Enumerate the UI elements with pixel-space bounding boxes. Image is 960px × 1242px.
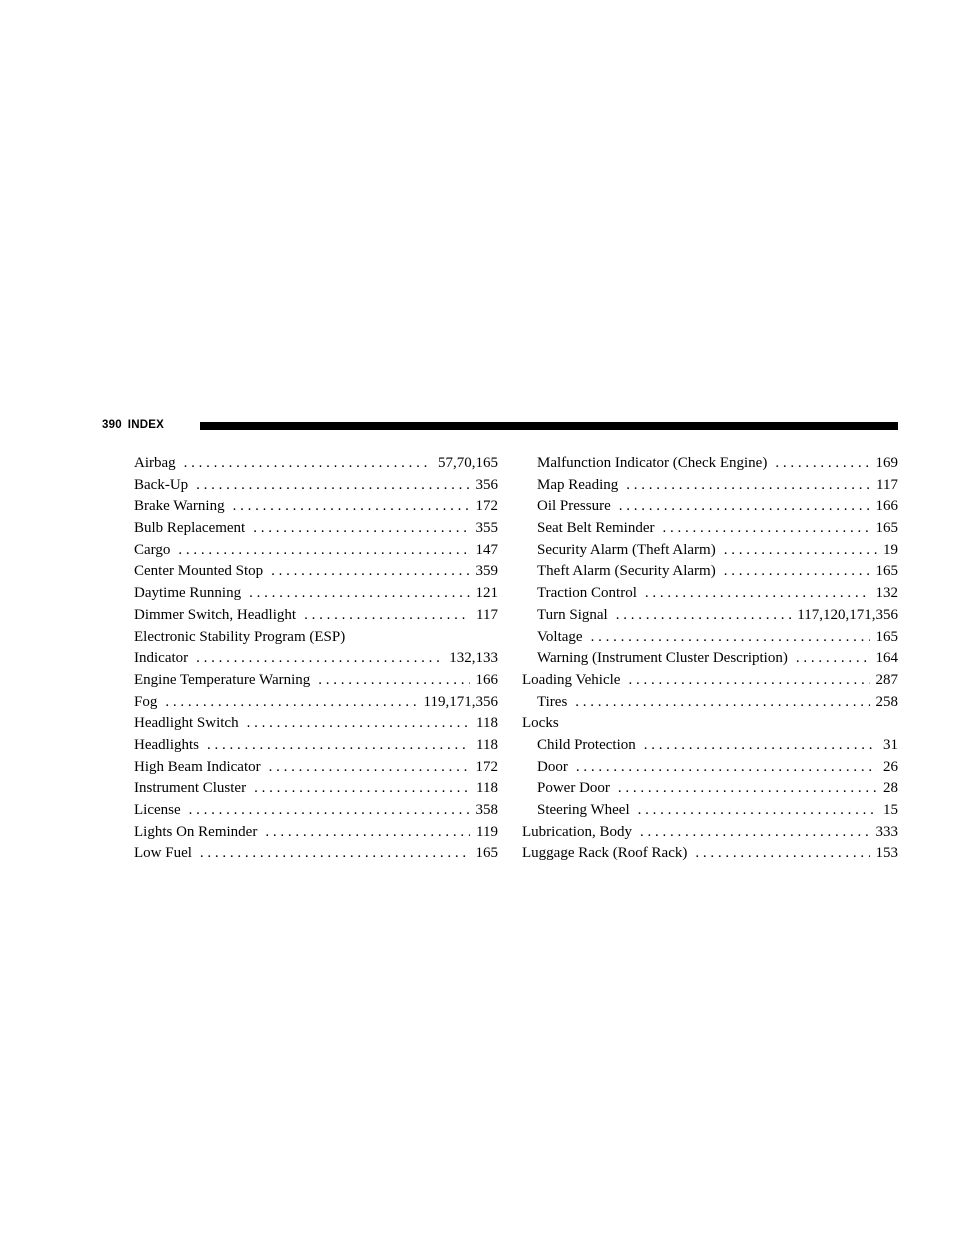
entry-label: Map Reading [537,476,619,493]
index-entry [134,757,498,779]
index-entry [134,843,498,865]
entry-page: 165 [475,845,498,862]
entry-label: Voltage [537,628,583,645]
dot-leader [775,453,869,475]
index-entry [134,713,498,735]
entry-label: Warning (Instrument Cluster Description) [537,650,788,667]
entry-page: 169 [875,455,898,471]
entry-label: Luggage Rack (Roof Rack) [522,845,688,862]
entry-page: 15 [883,802,898,818]
dot-leader [695,843,869,865]
entry-label: Center Mounted Stop [134,563,264,580]
entry-page: 31 [883,736,898,753]
index-entry [522,561,898,583]
dot-leader [265,822,470,844]
dot-leader [645,583,870,605]
dot-leader [626,475,870,497]
entry-page: 356 [475,476,498,493]
dot-leader [619,496,870,518]
entry-label: Power Door [537,780,610,797]
header-rule [200,422,898,430]
entry-label: Loading Vehicle [522,671,621,688]
dot-leader [575,692,869,714]
dot-leader [247,713,470,735]
index-entry [522,778,898,800]
index-entry [134,692,498,714]
entry-page: 132 [875,585,898,602]
index-entry [134,540,498,562]
entry-label: Cargo [134,541,171,558]
entry-label: Tires [537,693,568,710]
index-entry [522,692,898,714]
entry-label: Traction Control [537,585,637,602]
entry-page: 355 [475,520,498,537]
entry-page: 172 [475,758,498,775]
entry-page: 28 [883,780,898,797]
index-entry [522,735,898,757]
index-entry-heading: Locks [522,715,559,732]
index-entry [134,778,498,800]
entry-page: 117,120,171,356 [797,606,898,623]
page-number: 390 [102,419,122,431]
dot-leader [638,800,877,822]
entry-label: Door [537,758,568,775]
dot-leader [207,735,470,757]
entry-label: Headlight Switch [134,715,239,732]
dot-leader [724,540,877,562]
entry-page: 333 [875,823,898,840]
dot-leader [165,692,417,714]
dot-leader [233,496,470,518]
entry-page: 258 [875,693,898,710]
index-entry [134,453,498,475]
entry-label: Turn Signal [537,606,608,623]
dot-leader [200,843,470,865]
entry-label: Indicator [134,650,189,667]
entry-label: License [134,802,181,818]
entry-label: Engine Temperature Warning [134,671,311,688]
entry-page: 26 [883,758,898,775]
index-entry [522,605,898,627]
index-column-right [522,453,898,865]
index-entry [522,453,898,475]
index-entry [134,670,498,692]
entry-label: Child Protection [537,736,636,753]
entry-page: 166 [475,671,498,688]
entry-label: Security Alarm (Theft Alarm) [537,541,716,558]
entry-page: 359 [475,563,498,580]
dot-leader [796,648,870,670]
section-title: INDEX [127,419,164,431]
entry-label: Dimmer Switch, Headlight [134,606,297,623]
entry-label: Steering Wheel [537,802,630,818]
entry-page: 117 [876,476,898,493]
entry-label: Theft Alarm (Security Alarm) [537,563,716,580]
entry-page: 118 [476,715,498,732]
index-entry [522,800,898,822]
index-entry [522,518,898,540]
index-entry [522,475,898,497]
entry-page: 166 [875,498,898,515]
entry-label: Low Fuel [134,845,192,862]
dot-leader [254,778,470,800]
page-header-label [102,419,170,431]
index-entry [134,735,498,757]
entry-label: Instrument Cluster [134,780,247,797]
entry-label: Headlights [134,736,199,753]
entry-page: 358 [475,802,498,818]
entry-label: Lubrication, Body [522,823,632,840]
entry-label: Lights On Reminder [134,823,258,840]
dot-leader [616,605,792,627]
dot-leader [724,561,870,583]
entry-page: 165 [875,563,898,580]
entry-page: 117 [476,606,498,623]
entry-page: 121 [475,585,498,602]
entry-label: Malfunction Indicator (Check Engine) [537,455,768,471]
entry-page: 119,171,356 [423,693,498,710]
entry-label: Daytime Running [134,585,242,602]
dot-leader [576,757,877,779]
index-entry [134,496,498,518]
entry-label: Airbag [134,455,176,471]
dot-leader [178,540,469,562]
entry-label: Back-Up [134,476,189,493]
entry-page: 118 [476,780,498,797]
dot-leader [318,670,469,692]
dot-leader [591,627,870,649]
index-entry [134,800,498,822]
dot-leader [271,561,469,583]
dot-leader [184,453,432,475]
index-entry [134,518,498,540]
entry-page: 165 [875,520,898,537]
entry-label: Fog [134,693,158,710]
entry-page: 132,133 [449,650,498,667]
entry-page: 172 [475,498,498,515]
dot-leader [640,822,870,844]
index-entry [522,670,898,692]
index-column-left [134,453,498,865]
index-entry [134,583,498,605]
entry-label: Brake Warning [134,498,225,515]
dot-leader [196,475,469,497]
index-entry [134,648,498,670]
dot-leader [189,800,470,822]
dot-leader [644,735,877,757]
dot-leader [249,583,469,605]
dot-leader [269,757,470,779]
index-entry [522,757,898,779]
entry-page: 119 [476,823,498,840]
dot-leader [662,518,869,540]
entry-page: 19 [883,541,898,558]
dot-leader [628,670,869,692]
entry-page: 153 [875,845,898,862]
dot-leader [196,648,443,670]
dot-leader [253,518,469,540]
entry-page: 287 [875,671,898,688]
index-entry [134,561,498,583]
index-entry [522,627,898,649]
entry-page: 164 [875,650,898,667]
entry-page: 57,70,165 [438,455,498,471]
entry-page: 147 [475,541,498,558]
index-entry [522,496,898,518]
index-entry-heading: Electronic Stability Program (ESP) [134,628,346,645]
entry-page: 118 [476,736,498,753]
index-entry [522,540,898,562]
index-entry [134,475,498,497]
entry-label: Seat Belt Reminder [537,520,655,537]
entry-page: 165 [875,628,898,645]
entry-label: Bulb Replacement [134,520,246,537]
index-entry [522,843,898,865]
dot-leader [304,605,470,627]
index-entry [134,822,498,844]
entry-label: High Beam Indicator [134,758,261,775]
entry-label: Oil Pressure [537,498,611,515]
index-entry [522,822,898,844]
index-entry [134,605,498,627]
dot-leader [618,778,877,800]
index-entry [522,583,898,605]
page-header [102,418,898,438]
index-entry [522,648,898,670]
